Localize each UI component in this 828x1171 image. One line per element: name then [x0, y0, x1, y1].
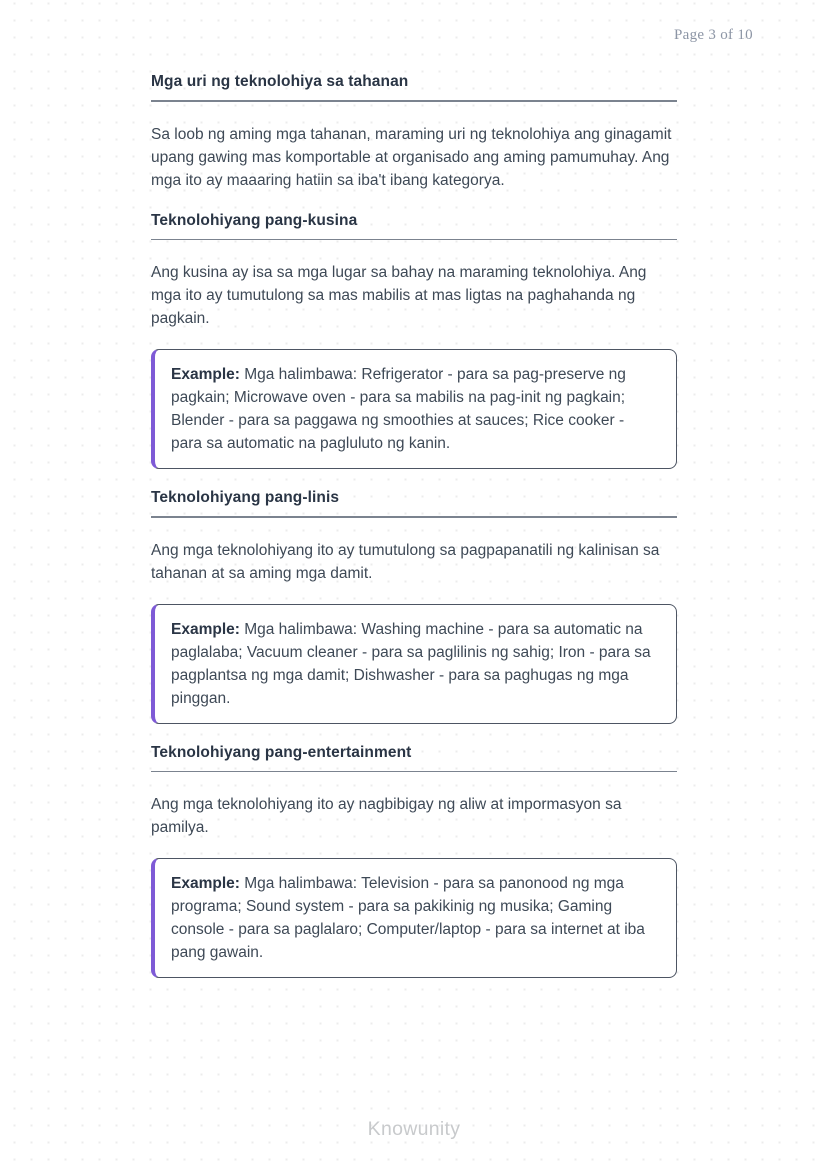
section-paragraph: Ang kusina ay isa sa mga lugar sa bahay na maraming teknolohiya. Ang mga ito ay tumutulong sa mas mabilis at mas ligtas na paghahanda ng pagkain.	[151, 264, 647, 327]
example-text: Mga halimbawa: Refrigerator - para sa pag-preserve ng pagkain; Microwave oven - para sa mabilis na pag-init ng pagkain; Blender - para sa paggawa ng smoothies at sauces; Rice cooker - para sa automatic na pagluluto ng kanin.	[171, 366, 626, 452]
example-box	[151, 349, 677, 469]
section-pang-kusina	[151, 211, 677, 470]
section-heading: Teknolohiyang pang-entertainment	[151, 743, 412, 761]
heading-divider	[151, 100, 677, 102]
section-heading: Mga uri ng teknolohiya sa tahanan	[151, 73, 409, 90]
example-box	[151, 858, 677, 978]
section-pang-entertainment	[151, 743, 677, 979]
footer-brand: Knowunity	[367, 1118, 461, 1140]
section-paragraph: Sa loob ng aming mga tahanan, maraming uri ng teknolohiya ang ginagamit upang gawing mas komportable at organisado ang aming pamumuhay. Ang mga ito ay maaaring hatiin sa iba't ibang kategorya.	[151, 125, 672, 189]
section-paragraph: Ang mga teknolohiyang ito ay nagbibigay ng aliw at impormasyon sa pamilya.	[151, 796, 622, 836]
section-mga-uri	[151, 72, 677, 192]
example-label: Example:	[171, 366, 240, 383]
document-content	[151, 70, 677, 978]
example-label: Example:	[171, 875, 240, 892]
example-box	[151, 604, 677, 724]
section-pang-linis	[151, 488, 677, 724]
section-paragraph: Ang mga teknolohiyang ito ay tumutulong sa pagpapanatili ng kalinisan sa tahanan at sa aming mga damit.	[151, 541, 660, 582]
heading-divider	[151, 771, 677, 773]
page-number: Page 3 of 10	[673, 27, 753, 43]
section-heading: Teknolohiyang pang-linis	[151, 489, 340, 506]
section-heading: Teknolohiyang pang-kusina	[151, 211, 358, 229]
example-text: Mga halimbawa: Television - para sa panonood ng mga programa; Sound system - para sa pakikinig ng musika; Gaming console - para sa paglalaro; Computer/laptop - para sa internet at iba pang gawain.	[171, 875, 645, 961]
heading-divider	[151, 516, 677, 518]
example-text: Mga halimbawa: Washing machine - para sa automatic na paglalaba; Vacuum cleaner - para sa paglilinis ng sahig; Iron - para sa pagplantsa ng mga damit; Dishwasher - para sa paghugas ng mga pinggan.	[171, 620, 651, 707]
heading-divider	[151, 239, 677, 241]
example-label: Example:	[171, 620, 240, 638]
